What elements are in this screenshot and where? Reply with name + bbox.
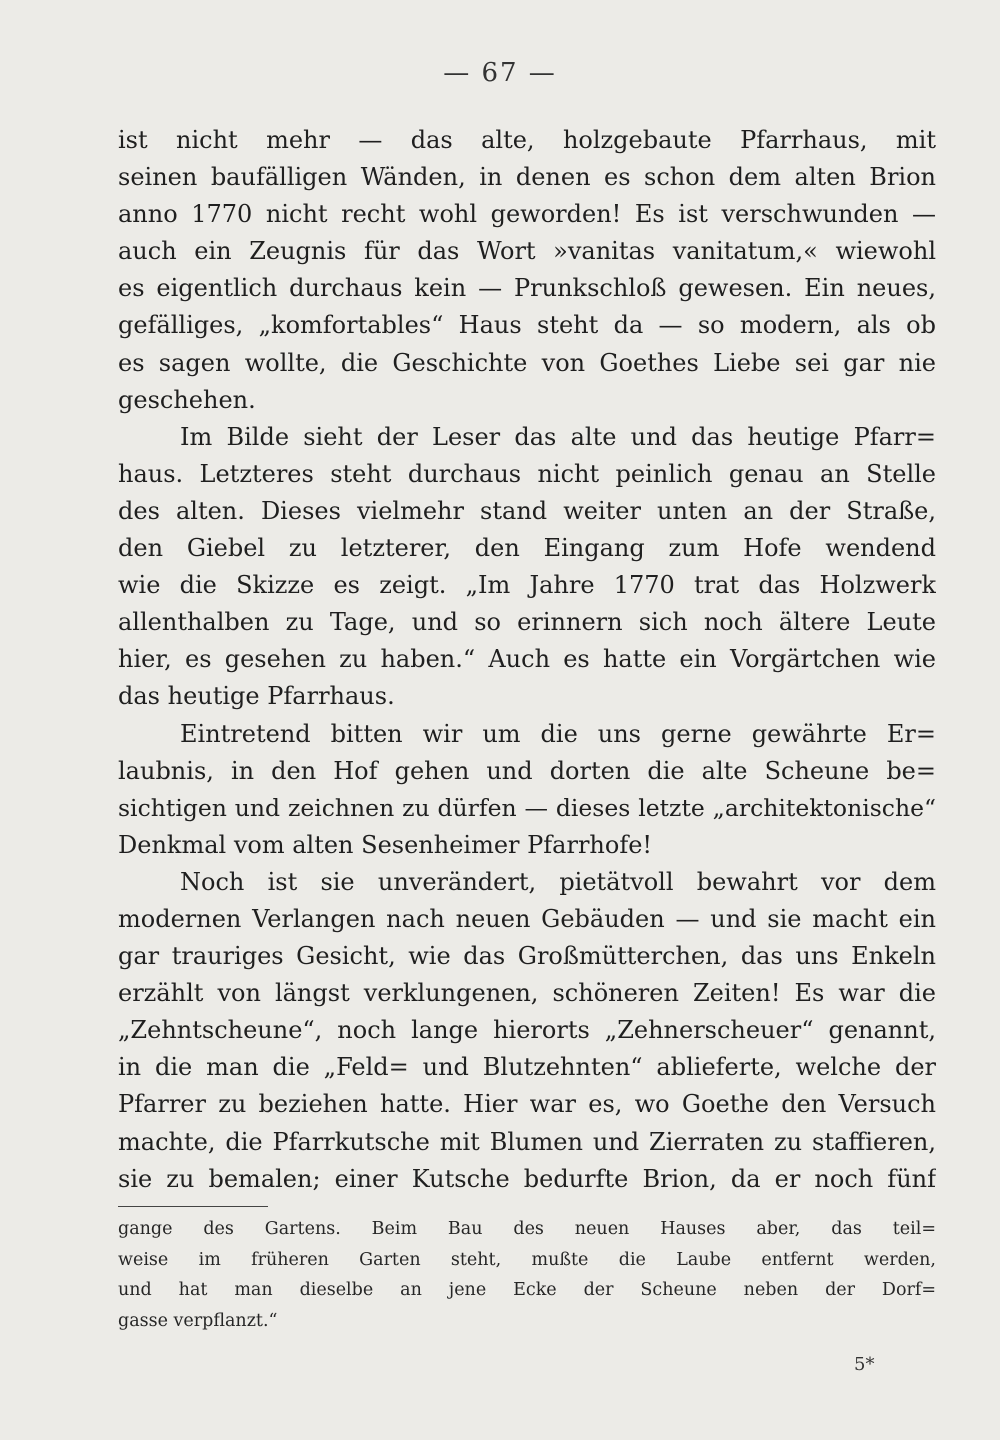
text-line: sie zu bemalen; einer Kutsche bedurfte Brion, da er noch fünf	[118, 1164, 936, 1193]
text-line: hier, es gesehen zu haben.“ Auch es hatte ein Vorgärtchen wie	[118, 645, 936, 674]
paragraph-4	[118, 864, 936, 1198]
text-line: haus. Letzteres steht durchaus nicht peinlich genau an Stelle	[118, 459, 936, 488]
text-line: gefälliges, „komfortables“ Haus steht da — so modern, als ob	[118, 311, 936, 340]
text-line: ist nicht mehr — das alte, holzgebaute Pfarrhaus, mit	[118, 126, 936, 154]
text-line: modernen Verlangen nach neuen Gebäuden — und sie macht ein	[118, 904, 936, 933]
text-line: Noch ist sie unverändert, pietätvoll bewahrt vor dem	[180, 867, 936, 896]
footnote-divider	[118, 1206, 268, 1207]
text-line: Denkmal vom alten Sesenheimer Pfarrhofe!	[118, 830, 653, 859]
text-line: auch ein Zeugnis für das Wort »vanitas vanitatum,« wiewohl	[118, 237, 936, 266]
text-line: das heutige Pfarrhaus.	[118, 682, 395, 711]
text-line: gar trauriges Gesicht, wie das Großmütterchen, das uns Enkeln	[118, 942, 936, 971]
footnote	[118, 1214, 936, 1336]
paragraph-3	[118, 716, 936, 864]
text-line: Im Bilde sieht der Leser das alte und das heutige Pfarr=	[180, 422, 936, 451]
printer-signature: 5*	[854, 1354, 875, 1375]
text-line: erzählt von längst verklungenen, schöneren Zeiten! Es war die	[118, 979, 936, 1008]
text-line: laubnis, in den Hof gehen und dorten die alte Scheune be=	[118, 756, 936, 785]
paragraph-2	[118, 419, 936, 716]
text-line: es eigentlich durchaus kein — Prunkschloß gewesen. Ein neues,	[118, 274, 936, 303]
footnote-line: und hat man dieselbe an jene Ecke der Scheune neben der Dorf=	[118, 1280, 936, 1300]
text-line: des alten. Dieses vielmehr stand weiter unten an der Straße,	[118, 496, 936, 525]
main-text	[118, 122, 936, 1198]
text-line: wie die Skizze es zeigt. „Im Jahre 1770 trat das Holzwerk	[118, 571, 936, 600]
paragraph-1	[118, 122, 936, 419]
text-line: seinen baufälligen Wänden, in denen es schon dem alten Brion	[118, 163, 936, 192]
text-line: geschehen.	[118, 385, 256, 414]
footnote-line: weise im früheren Garten steht, mußte die Laube entfernt werden,	[118, 1249, 936, 1270]
text-line: in die man die „Feld= und Blutzehnten“ ablieferte, welche der	[118, 1053, 936, 1082]
text-line: anno 1770 nicht recht wohl geworden! Es ist verschwunden —	[118, 200, 936, 229]
footnote-line: gasse verpflanzt.“	[118, 1310, 278, 1331]
text-line: machte, die Pfarrkutsche mit Blumen und Zierraten zu staffieren,	[118, 1127, 936, 1156]
text-line: „Zehntscheune“, noch lange hierorts „Zehnerscheuer“ genannt,	[118, 1016, 936, 1045]
text-line: sichtigen und zeichnen zu dürfen — dieses letzte „architektonische“	[118, 793, 936, 822]
text-line: Pfarrer zu beziehen hatte. Hier war es, wo Goethe den Versuch	[118, 1090, 936, 1119]
text-line: allenthalben zu Tage, und so erinnern sich noch ältere Leute	[118, 608, 936, 637]
text-line: es sagen wollte, die Geschichte von Goethes Liebe sei gar nie	[118, 348, 936, 377]
text-line: den Giebel zu letzterer, den Eingang zum Hofe wendend	[118, 534, 936, 563]
footnote-line: gange des Gartens. Beim Bau des neuen Hauses aber, das teil=	[118, 1219, 936, 1239]
page-number: — 67 —	[443, 58, 557, 88]
text-line: Eintretend bitten wir um die uns gerne gewährte Er=	[180, 719, 936, 748]
